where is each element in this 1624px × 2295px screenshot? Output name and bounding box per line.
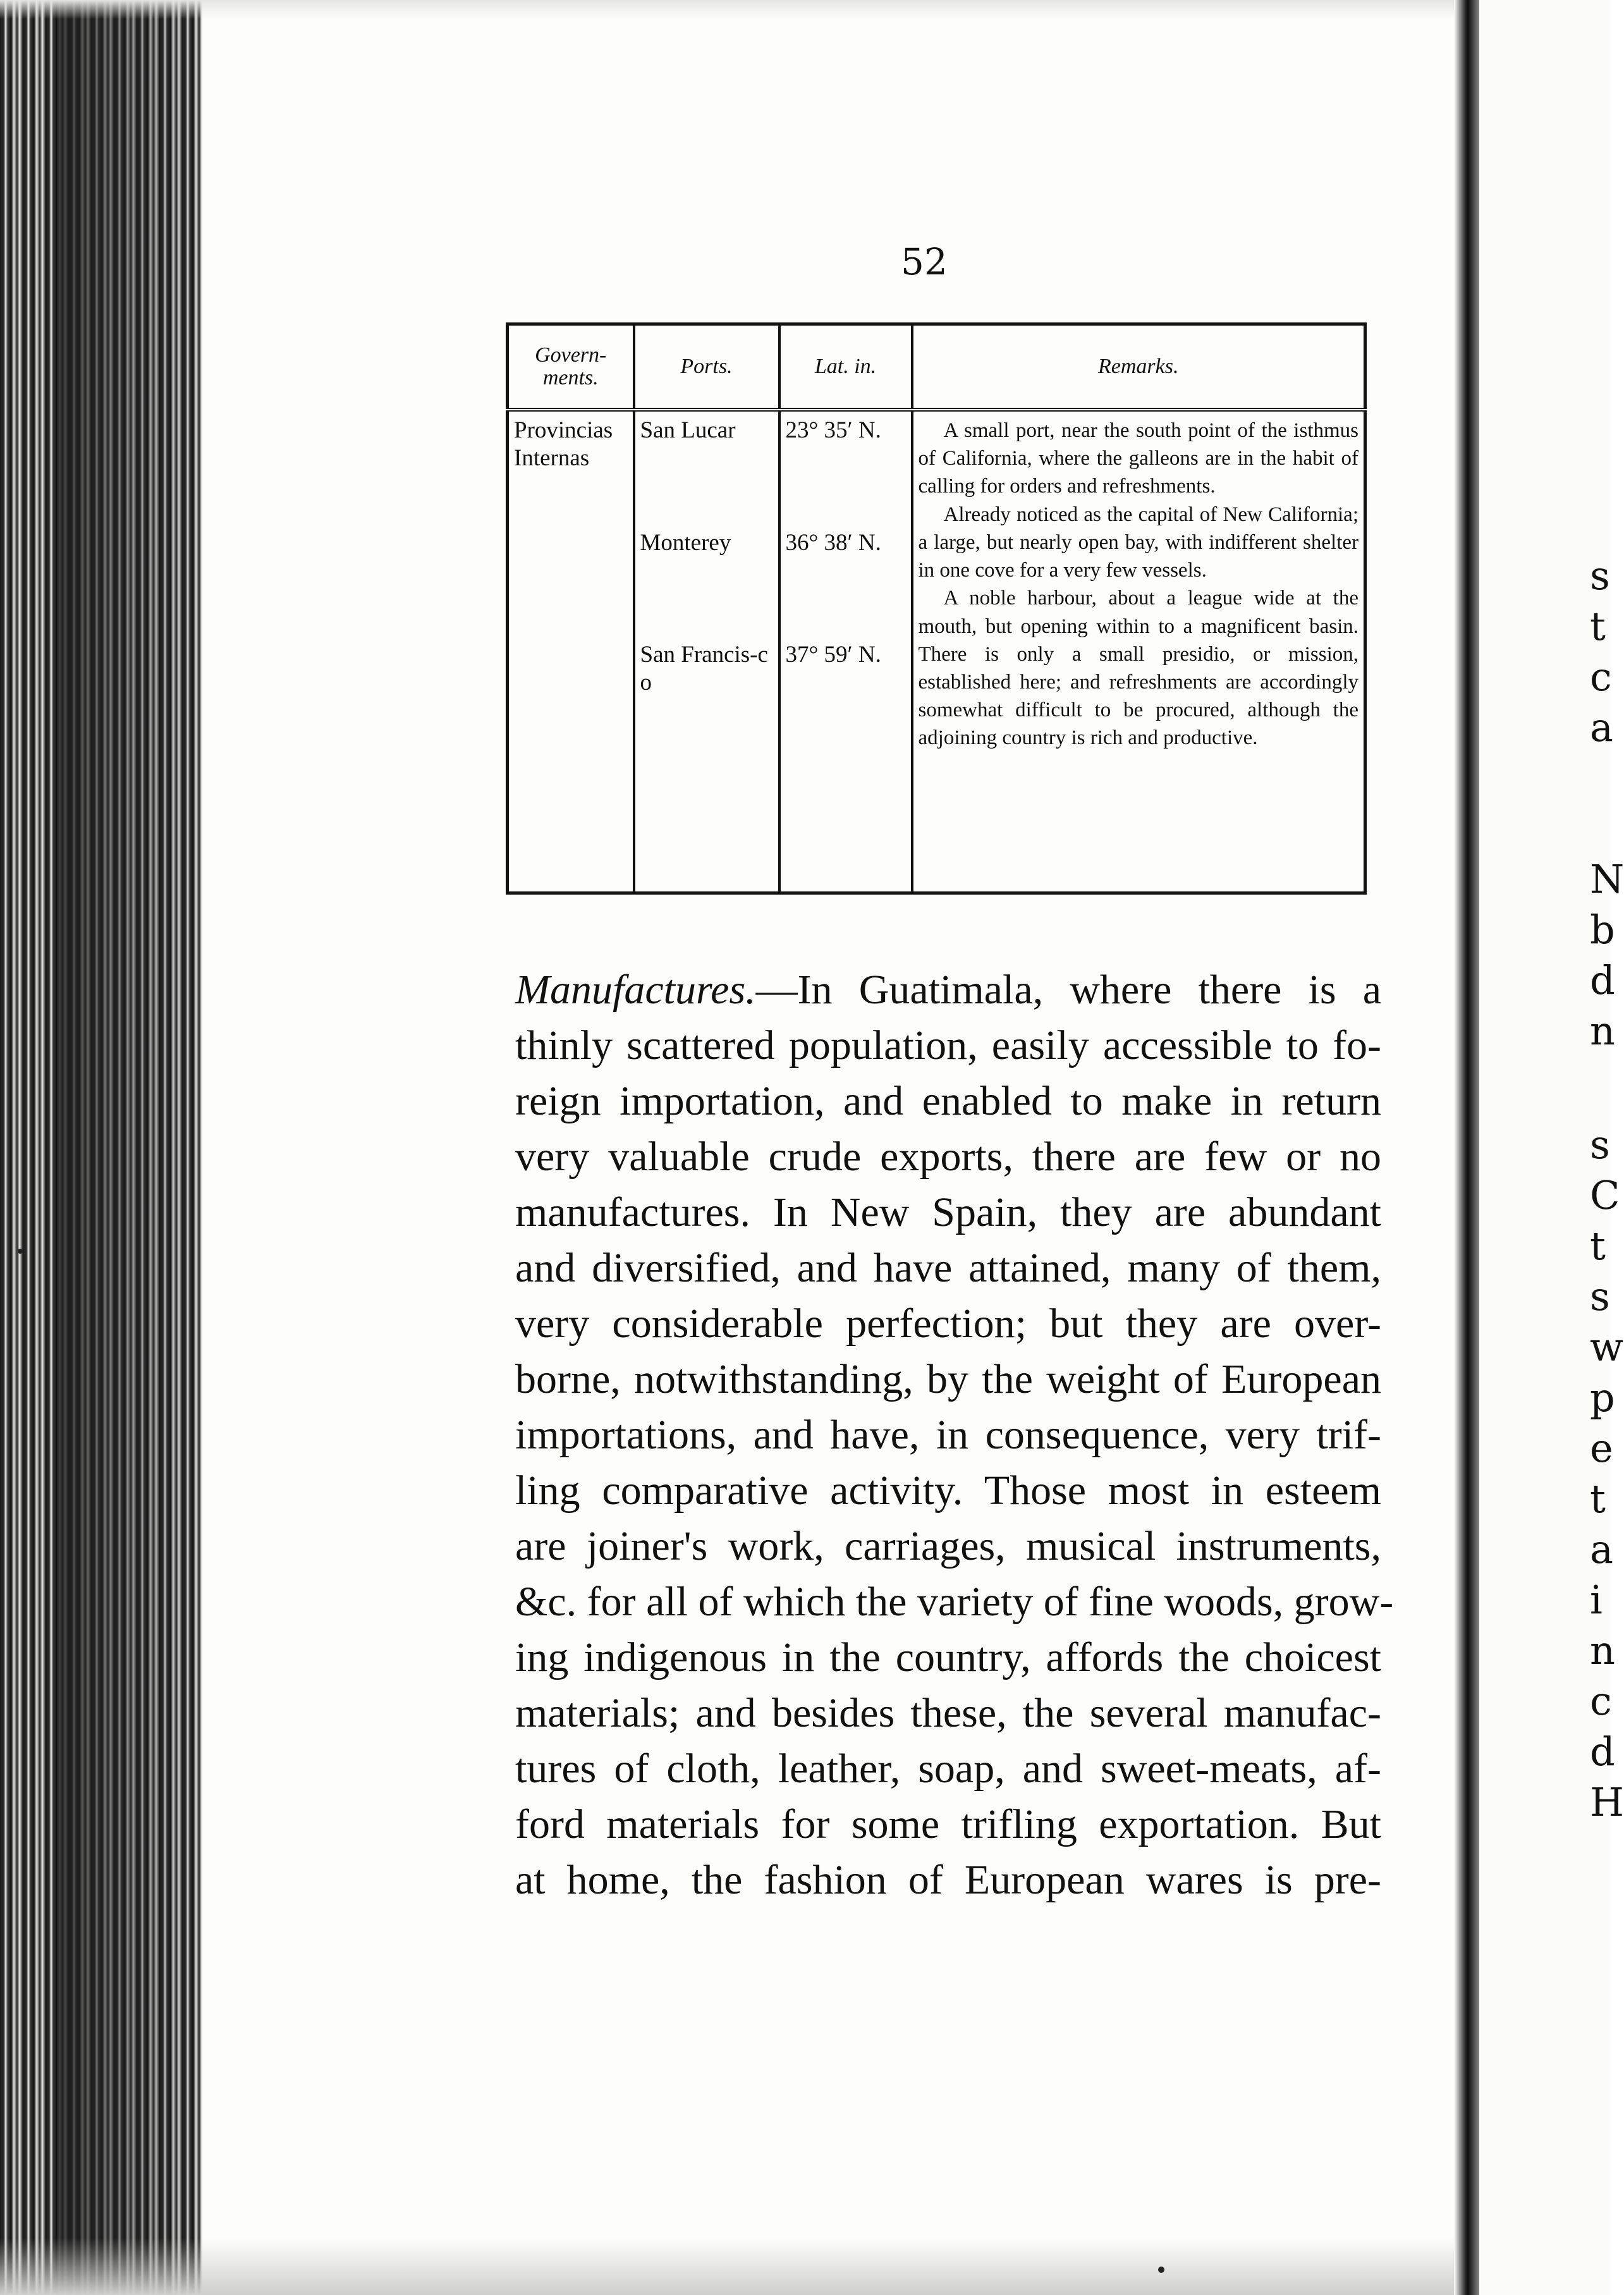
header-governments: Govern-ments. [508, 324, 634, 410]
facing-page-letter: s [1590, 553, 1610, 599]
body-line: ford materials for some trifling exportation. But [515, 1801, 1381, 1847]
body-line: borne, notwithstanding, by the weight of European [515, 1356, 1381, 1402]
facing-page-letter: n [1590, 1008, 1615, 1054]
table-header-row [508, 324, 1365, 410]
facing-page-letter: s [1590, 1122, 1610, 1168]
binding-gutter [1454, 0, 1479, 2295]
body-line: manufactures. In New Spain, they are abundant [515, 1189, 1381, 1235]
facing-page-letter: i [1590, 1577, 1603, 1623]
header-remarks: Remarks. [912, 324, 1365, 410]
facing-page-letter: n [1590, 1627, 1615, 1674]
body-line: reign importation, and enabled to make in return [515, 1078, 1381, 1124]
facing-page [1479, 0, 1624, 2295]
section-heading: Manufactures. [515, 967, 756, 1013]
latitude-value: 36° 38′ N. [785, 530, 881, 556]
header-ports: Ports. [634, 324, 779, 410]
facing-page-letter: d [1590, 1729, 1615, 1775]
ink-speck [18, 1249, 23, 1254]
latitude-value: 23° 35′ N. [785, 417, 881, 443]
facing-page-letter: e [1590, 1425, 1613, 1471]
facing-page-letter: N [1590, 856, 1624, 902]
facing-page-letter: t [1590, 603, 1606, 649]
port-name: Monterey [640, 530, 731, 556]
latitude-cell [779, 410, 912, 893]
remarks-cell [912, 410, 1365, 893]
government-name: Provincias Internas [514, 417, 613, 472]
body-line: thinly scattered population, easily accessible to fo- [515, 1022, 1381, 1068]
body-paragraph [515, 962, 1394, 1908]
facing-page-letter: t [1590, 1223, 1606, 1269]
body-line: very considerable perfection; but they are over- [515, 1300, 1381, 1347]
port-name: San Lucar [640, 417, 736, 443]
facing-page-letter: a [1590, 1526, 1613, 1572]
remark-text: A noble harbour, about a league wide at the mouth, but opening within to a magnificent basin. There is only a small presidio, or mission, established here; and refreshments are accordingly somewhat difficult to be procured, although the adjoining country is rich and productive. [918, 587, 1358, 750]
facing-page-letter: H [1590, 1779, 1624, 1825]
body-line [515, 962, 1381, 1018]
body-line: and diversified, and have attained, many of them, [515, 1245, 1381, 1291]
body-line: materials; and besides these, the several manufac- [515, 1690, 1381, 1736]
header-latitude: Lat. in. [779, 324, 912, 410]
page-edge-shadow [57, 0, 202, 2295]
ink-speck [1158, 2267, 1164, 2273]
facing-page-letter: d [1590, 957, 1615, 1003]
facing-page-letter: t [1590, 1476, 1606, 1522]
body-line: ling comparative activity. Those most in esteem [515, 1467, 1381, 1514]
body-line-text: —In Guatimala, where there is a [755, 967, 1381, 1013]
ports-cell [634, 410, 779, 893]
facing-page-letter: C [1590, 1172, 1620, 1218]
top-margin [0, 0, 1611, 19]
facing-page-letter: p [1590, 1374, 1615, 1421]
body-line: are joiner's work, carriages, musical instruments, [515, 1523, 1381, 1569]
page-number: 52 [901, 240, 948, 283]
facing-page-letter: c [1590, 654, 1612, 700]
body-line: tures of cloth, leather, soap, and sweet-meats, af- [515, 1746, 1381, 1792]
latitude-value: 37° 59′ N. [785, 642, 881, 668]
facing-page-letter: b [1590, 907, 1615, 953]
body-line: very valuable crude exports, there are few or no [515, 1134, 1381, 1180]
ports-table [506, 322, 1367, 895]
body-line: importations, and have, in consequence, very trif- [515, 1412, 1381, 1458]
remark-text: Already noticed as the capital of New California; a large, but nearly open bay, with indifferent shelter in one cove for a very few vessels. [918, 503, 1358, 582]
government-cell [508, 410, 634, 893]
body-line: &c. for all of which the variety of fine woods, grow- [515, 1579, 1394, 1625]
body-line: ing indigenous in the country, affords the choicest [515, 1634, 1381, 1680]
facing-page-letter: a [1590, 704, 1613, 750]
table-body-row [508, 410, 1365, 893]
remark-text: A small port, near the south point of the isthmus of California, where the galleons are in the habit of calling for orders and refreshments. [918, 419, 1358, 498]
facing-page-letter: w [1590, 1324, 1624, 1370]
facing-page-letter: c [1590, 1678, 1612, 1724]
port-name: San Francis-co [640, 642, 768, 696]
bottom-margin [0, 2238, 1611, 2295]
facing-page-letter: s [1590, 1273, 1610, 1319]
body-line: at home, the fashion of European wares is pre- [515, 1857, 1381, 1903]
